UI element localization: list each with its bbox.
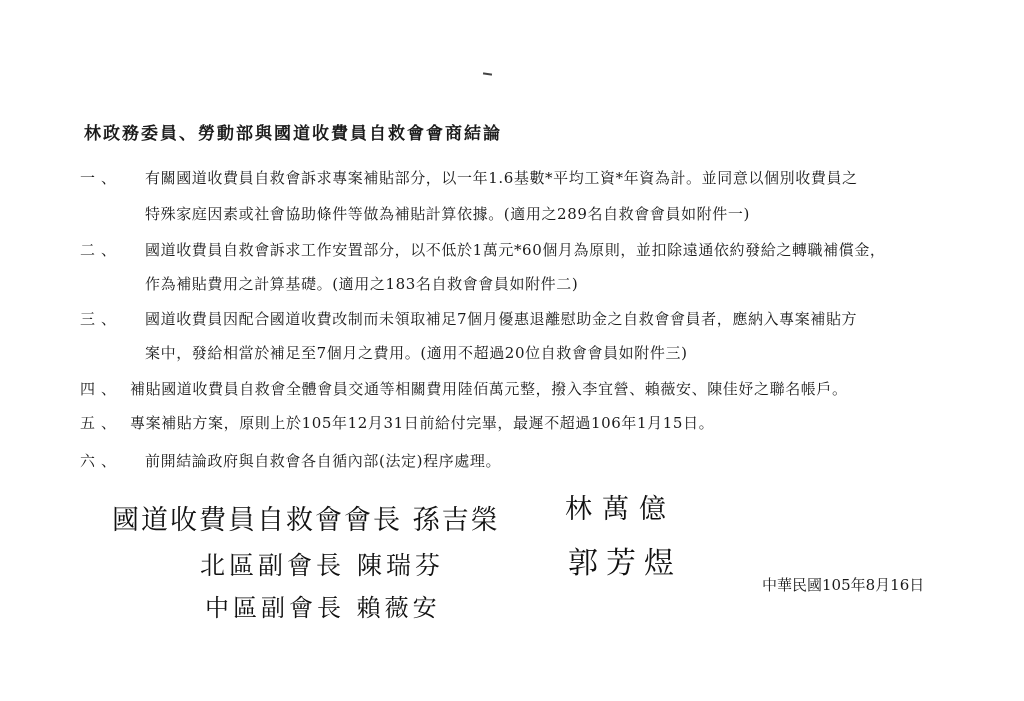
item-number: 四、 [80, 380, 123, 398]
item-number: 五、 [80, 414, 123, 432]
item-text-line: 國道收費員因配合國道收費改制而未領取補足7個月優惠退離慰助金之自救會會員者，應納入專案補貼方 [145, 310, 858, 328]
item-number: 六、 [80, 452, 123, 470]
signature-left-3: 中區副會長 賴薇安 [205, 594, 441, 622]
item-text-line: 專案補貼方案，原則上於105年12月31日前給付完畢，最遲不超過106年1月15日。 [130, 414, 715, 432]
item-number: 一、 [80, 169, 123, 187]
document-title: 林政務委員、勞動部與國道收費員自救會會商結論 [84, 124, 502, 144]
item-number: 三、 [80, 310, 123, 328]
signature-left-1: 國道收費員自救會會長 孫吉榮 [112, 505, 500, 536]
item-text-line: 前開結論政府與自救會各自循內部(法定)程序處理。 [145, 452, 502, 470]
document-date: 中華民國105年8月16日 [762, 576, 925, 594]
item-number: 二、 [80, 241, 123, 259]
item-text-line: 特殊家庭因素或社會協助條件等做為補貼計算依據。(適用之289名自救會會員如附件一) [145, 205, 750, 223]
item-text-line: 國道收費員自救會訴求工作安置部分，以不低於1萬元*60個月為原則，並扣除遠通依約發給之轉職補償金， [145, 241, 886, 259]
item-text-line: 案中，發給相當於補足至7個月之費用。(適用不超過20位自救會會員如附件三) [145, 344, 688, 362]
signature-right-2: 郭芳煜 [568, 546, 682, 581]
signature-right-1: 林萬億 [565, 494, 676, 525]
item-text-line: 作為補貼費用之計算基礎。(適用之183名自救會會員如附件二) [145, 275, 579, 293]
item-text-line: 有關國道收費員自救會訴求專案補貼部分，以一年1.6基數*平均工資*年資為計。並同意以個別收費員之 [145, 169, 858, 187]
item-text-line: 補貼國道收費員自救會全體會員交通等相關費用陸佰萬元整，撥入李宜營、賴薇安、陳佳妤之聯名帳戶。 [130, 380, 848, 398]
signature-left-2: 北區副會長 陳瑞芬 [200, 551, 444, 580]
ink-speck [483, 72, 492, 75]
